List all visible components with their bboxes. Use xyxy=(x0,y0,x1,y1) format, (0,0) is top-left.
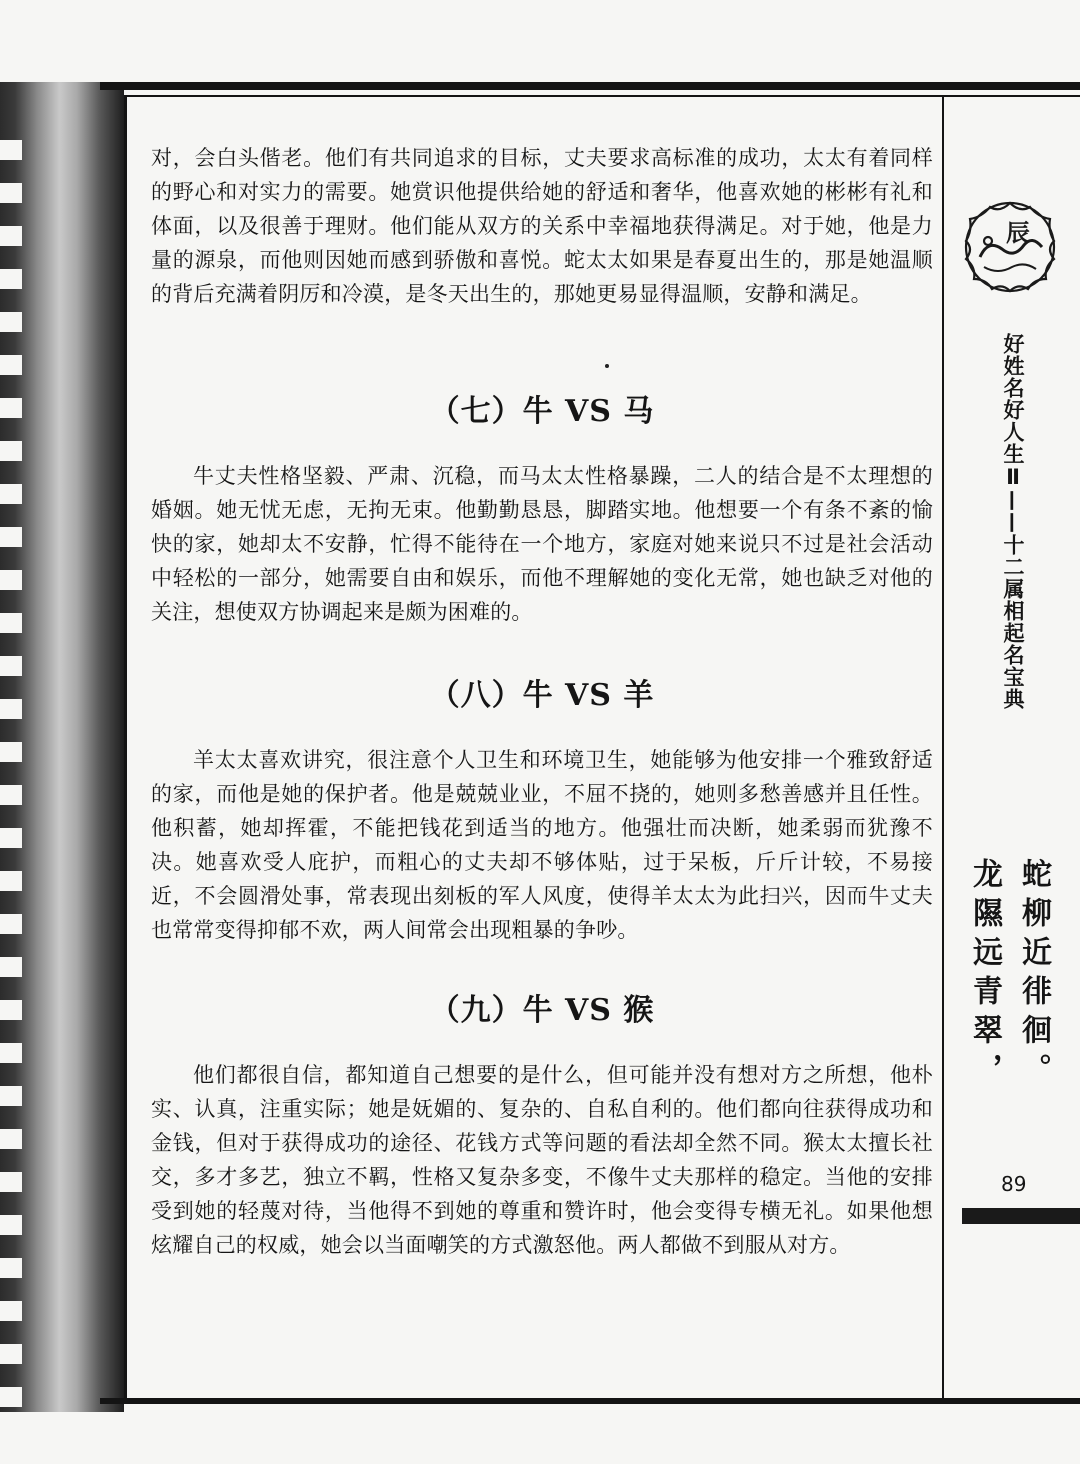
poem-line-2: 龙隰远青翠， xyxy=(967,858,1002,1092)
binding-notch xyxy=(0,1000,22,1020)
bottom-rule xyxy=(100,1398,1080,1404)
binding-notch xyxy=(0,699,22,719)
binding-notch xyxy=(0,269,22,289)
binding-notch xyxy=(0,1344,22,1364)
binding-notch xyxy=(0,656,22,676)
intro-paragraph: 对，会白头偕老。他们有共同追求的目标，丈夫要求高标准的成功，太太有着同样的野心和对实力的需要。她赏识他提供给她的舒适和奢华，他喜欢她的彬彬有礼和体面，以及很善于理财。他们能从双方的关系中幸福地获得满足。对于她，他是力量的源泉，而他则因她而感到骄傲和喜悦。蛇太太如果是春夏出生的，那是她温顺的背后充满着阴厉和冷漠，是冬天出生的，那她更易显得温顺，安静和满足。 xyxy=(151,146,933,306)
binding-notch xyxy=(0,183,22,203)
binding-notches xyxy=(0,82,22,1412)
binding-notch xyxy=(0,527,22,547)
binding-notch xyxy=(0,1215,22,1235)
binding-notch xyxy=(0,914,22,934)
page-number-bar xyxy=(962,1208,1080,1224)
top-rule-thin xyxy=(124,95,1080,97)
binding-notch xyxy=(0,1172,22,1192)
binding-notch xyxy=(0,355,22,375)
binding-notch xyxy=(0,484,22,504)
binding-notch xyxy=(0,570,22,590)
binding-notch xyxy=(0,1043,22,1063)
section-heading-8: （八）牛 VS 羊 xyxy=(429,678,655,713)
binding-notch xyxy=(0,957,22,977)
section-heading-7: （七）牛 VS 马 xyxy=(429,394,655,429)
section-paragraph-7: 牛丈夫性格坚毅、严肃、沉稳，而马太太性格暴躁，二人的结合是不太理想的婚姻。她无忧无虑，无拘无束。他勤勤恳恳，脚踏实地。他想要一个有条不紊的愉快的家，她却太不安静，忙得不能待在一个地方，家庭对她来说只不过是社会活动中轻松的一部分，她需要自由和娱乐，而他不理解她的变化无常，她也缺乏对他的关注，想使双方协调起来是颇为困难的。 xyxy=(151,464,933,624)
binding-notch xyxy=(0,312,22,332)
binding-notch xyxy=(0,140,22,160)
binding-notch xyxy=(0,441,22,461)
section-paragraph-8: 羊太太喜欢讲究，很注意个人卫生和环境卫生，她能够为他安排一个雅致舒适的家，而他是她的保护者。他是兢兢业业，不屈不挠的，她则多愁善感并且任性。他积蓄，她却挥霍，不能把钱花到适当的地方。他强壮而决断，她柔弱而犹豫不决。她喜欢受人庇护，而粗心的丈夫却不够体贴，过于呆板，斤斤计较，不易接近，不会圆滑处事，常表现出刻板的军人风度，使得羊太太为此扫兴，因而牛丈夫也常常变得抑郁不欢，两人间常会出现粗暴的争吵。 xyxy=(151,748,933,942)
binding-notch xyxy=(0,742,22,762)
binding-notch xyxy=(0,613,22,633)
running-title: 好姓名好人生Ⅱ——十二属相起名宝典 xyxy=(1001,333,1025,710)
binding-notch xyxy=(0,1301,22,1321)
frame-right-line xyxy=(942,95,944,1400)
binding-notch xyxy=(0,226,22,246)
page-number: 89 xyxy=(1001,1172,1027,1196)
binding-notch xyxy=(0,785,22,805)
binding-notch xyxy=(0,1129,22,1149)
binding-notch xyxy=(0,828,22,848)
binding-notch xyxy=(0,1258,22,1278)
binding-notch xyxy=(0,398,22,418)
binding-notch xyxy=(0,871,22,891)
binding-notch xyxy=(0,1387,22,1407)
top-rule xyxy=(100,82,1080,90)
dragon-emblem-icon xyxy=(958,195,1062,299)
frame-left-line xyxy=(124,95,127,1400)
emblem-char: 辰 xyxy=(1006,218,1030,247)
binding-strip xyxy=(0,82,124,1412)
stray-dot xyxy=(605,364,609,368)
section-heading-9: （九）牛 VS 猴 xyxy=(429,993,655,1028)
section-paragraph-9: 他们都很自信，都知道自己想要的是什么，但可能并没有想对方之所想，他朴实、认真，注重实际；她是妩媚的、复杂的、自私自利的。他们都向往获得成功和金钱，但对于获得成功的途径、花钱方式等问题的看法却全然不同。猴太太擅长社交，多才多艺，独立不羁，性格又复杂多变，不像牛丈夫那样的稳定。当他的安排受到她的轻蔑对待，当他得不到她的尊重和赞许时，他会变得专横无礼。如果他想炫耀自己的权威，她会以当面嘲笑的方式激怒他。两人都做不到服从对方。 xyxy=(151,1063,933,1257)
poem-line-1: 蛇柳近徘徊。 xyxy=(1016,858,1051,1092)
binding-notch xyxy=(0,1086,22,1106)
